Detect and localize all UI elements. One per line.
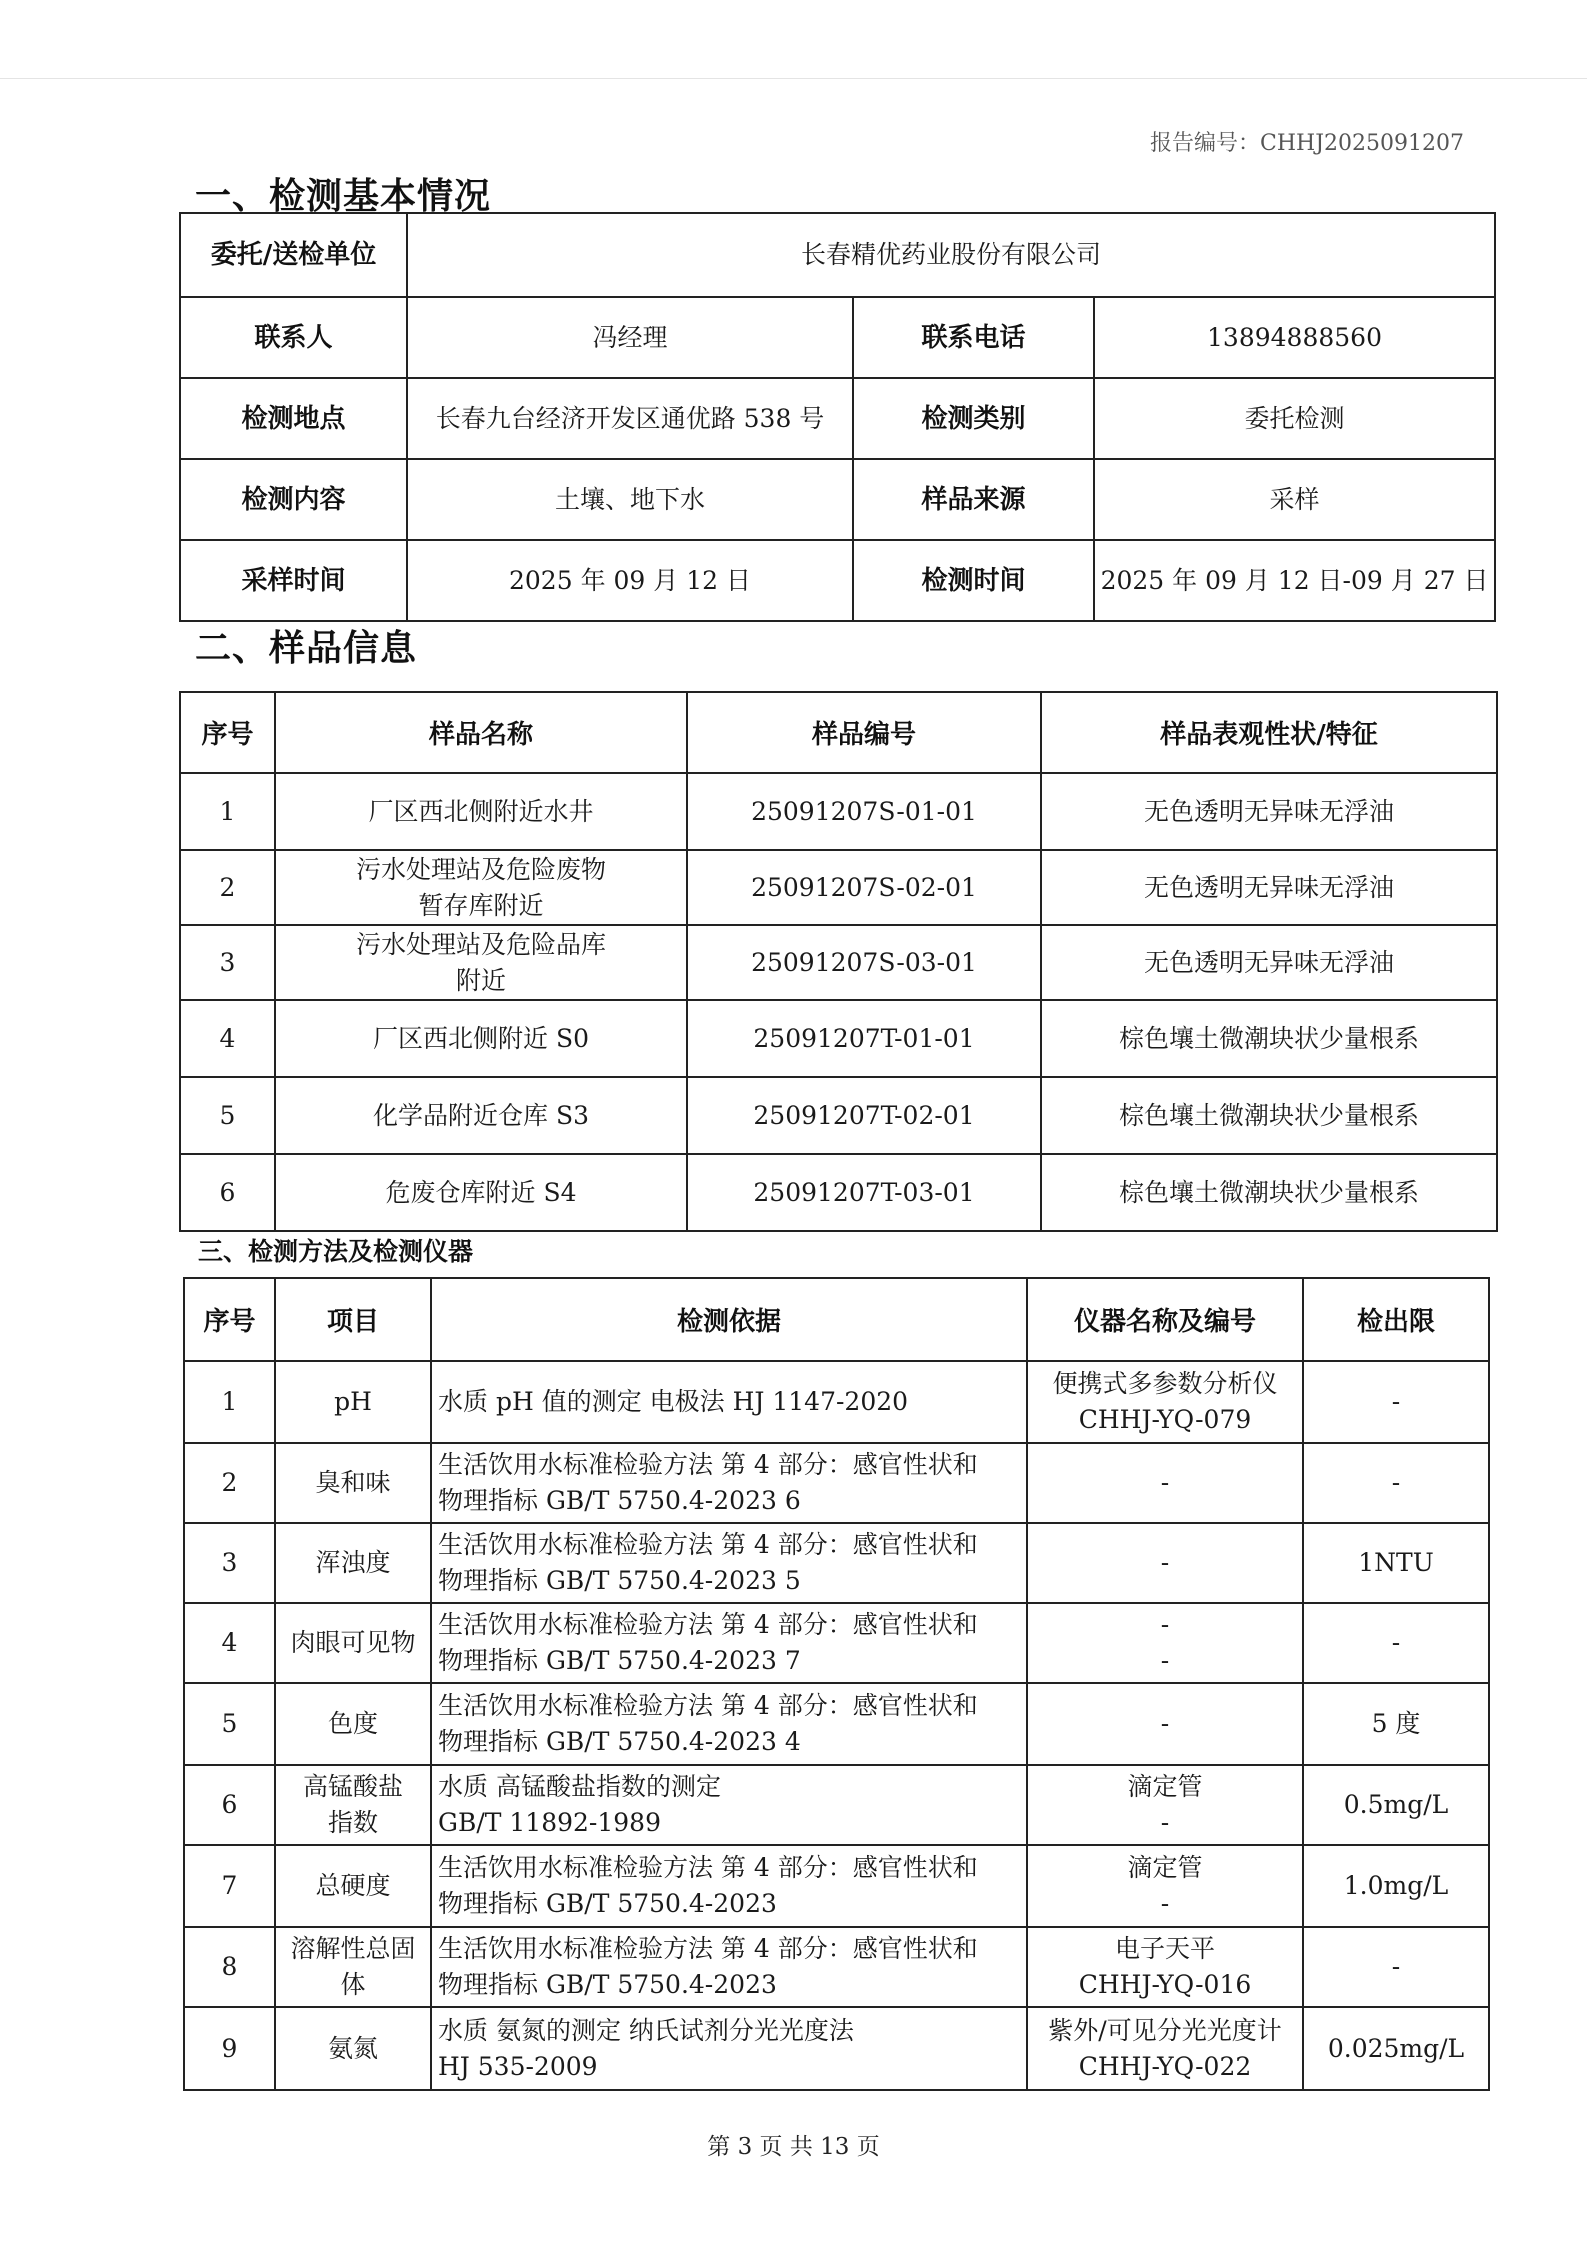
sample-name: 污水处理站及危险废物 暂存库附近 xyxy=(275,850,687,925)
method-instrument-table xyxy=(183,1277,1490,2091)
sample-no: 4 xyxy=(180,1000,275,1077)
method-item: 色度 xyxy=(275,1683,431,1765)
method-item: 浑浊度 xyxy=(275,1523,431,1603)
method-limit: - xyxy=(1303,1603,1489,1683)
sample-name: 危废仓库附近 S4 xyxy=(275,1154,687,1231)
method-no: 9 xyxy=(184,2007,275,2090)
method-basis: 生活饮用水标准检验方法 第 4 部分：感官性状和 物理指标 GB/T 5750.4-2023 5 xyxy=(431,1523,1027,1603)
method-item: 总硬度 xyxy=(275,1845,431,1927)
col-header-name: 样品名称 xyxy=(275,692,687,773)
sample-name: 污水处理站及危险品库 附近 xyxy=(275,925,687,1000)
location-value: 长春九台经济开发区通优路 538 号 xyxy=(407,378,853,459)
table-row xyxy=(180,1000,1497,1077)
contact-label: 联系人 xyxy=(180,297,407,378)
report-number: 报告编号：CHHJ2025091207 xyxy=(1150,131,1464,156)
table-row xyxy=(180,297,1495,378)
test-time-value: 2025 年 09 月 12 日-09 月 27 日 xyxy=(1094,540,1495,621)
sample-desc: 棕色壤土微潮块状少量根系 xyxy=(1041,1000,1497,1077)
table-row xyxy=(180,1154,1497,1231)
method-basis: 水质 高锰酸盐指数的测定 GB/T 11892-1989 xyxy=(431,1765,1027,1845)
method-instrument: - xyxy=(1027,1523,1303,1603)
client-label: 委托/送检单位 xyxy=(180,213,407,297)
method-basis: 生活饮用水标准检验方法 第 4 部分：感官性状和 物理指标 GB/T 5750.4-2023 7 xyxy=(431,1603,1027,1683)
location-label: 检测地点 xyxy=(180,378,407,459)
table-row xyxy=(180,850,1497,925)
sampling-time-label: 采样时间 xyxy=(180,540,407,621)
sample-no: 2 xyxy=(180,850,275,925)
table-row xyxy=(180,1077,1497,1154)
method-instrument: 电子天平 CHHJ-YQ-016 xyxy=(1027,1927,1303,2007)
source-label: 样品来源 xyxy=(853,459,1094,540)
sample-desc: 无色透明无异味无浮油 xyxy=(1041,850,1497,925)
table-row xyxy=(180,773,1497,850)
method-limit: - xyxy=(1303,1443,1489,1523)
section3-title: 三、检测方法及检测仪器 xyxy=(198,1237,474,1266)
sampling-time-value: 2025 年 09 月 12 日 xyxy=(407,540,853,621)
method-item: pH xyxy=(275,1361,431,1443)
sample-desc: 棕色壤土微潮块状少量根系 xyxy=(1041,1077,1497,1154)
phone-value: 13894888560 xyxy=(1094,297,1495,378)
method-item: 肉眼可见物 xyxy=(275,1603,431,1683)
table-header-row xyxy=(180,692,1497,773)
page-top-rule xyxy=(0,78,1587,79)
table-row xyxy=(180,213,1495,297)
method-item: 溶解性总固 体 xyxy=(275,1927,431,2007)
method-basis: 生活饮用水标准检验方法 第 4 部分：感官性状和 物理指标 GB/T 5750.4-2023 4 xyxy=(431,1683,1027,1765)
method-no: 8 xyxy=(184,1927,275,2007)
method-limit: 0.5mg/L xyxy=(1303,1765,1489,1845)
table-row xyxy=(180,378,1495,459)
sample-code: 25091207S-03-01 xyxy=(687,925,1041,1000)
content-label: 检测内容 xyxy=(180,459,407,540)
sample-code: 25091207S-01-01 xyxy=(687,773,1041,850)
method-instrument: - xyxy=(1027,1683,1303,1765)
method-limit: 1NTU xyxy=(1303,1523,1489,1603)
method-basis: 水质 氨氮的测定 纳氏试剂分光光度法 HJ 535-2009 xyxy=(431,2007,1027,2090)
table-row xyxy=(180,540,1495,621)
sample-code: 25091207S-02-01 xyxy=(687,850,1041,925)
col-header-no: 序号 xyxy=(180,692,275,773)
method-instrument: - - xyxy=(1027,1603,1303,1683)
table-row xyxy=(184,2007,1489,2090)
client-value: 长春精优药业股份有限公司 xyxy=(407,213,1495,297)
table-row xyxy=(184,1683,1489,1765)
source-value: 采样 xyxy=(1094,459,1495,540)
method-no: 5 xyxy=(184,1683,275,1765)
method-no: 4 xyxy=(184,1603,275,1683)
method-basis: 生活饮用水标准检验方法 第 4 部分：感官性状和 物理指标 GB/T 5750.4-2023 xyxy=(431,1845,1027,1927)
sample-code: 25091207T-03-01 xyxy=(687,1154,1041,1231)
method-limit: - xyxy=(1303,1361,1489,1443)
method-no: 1 xyxy=(184,1361,275,1443)
col-header-item: 项目 xyxy=(275,1278,431,1361)
sample-code: 25091207T-01-01 xyxy=(687,1000,1041,1077)
category-label: 检测类别 xyxy=(853,378,1094,459)
col-header-basis: 检测依据 xyxy=(431,1278,1027,1361)
sample-name: 厂区西北侧附近水井 xyxy=(275,773,687,850)
table-row xyxy=(180,459,1495,540)
sample-code: 25091207T-02-01 xyxy=(687,1077,1041,1154)
method-instrument: 紫外/可见分光光度计 CHHJ-YQ-022 xyxy=(1027,2007,1303,2090)
table-row xyxy=(184,1845,1489,1927)
sample-desc: 无色透明无异味无浮油 xyxy=(1041,773,1497,850)
col-header-instrument: 仪器名称及编号 xyxy=(1027,1278,1303,1361)
section2-title: 二、样品信息 xyxy=(195,628,418,669)
method-limit: 5 度 xyxy=(1303,1683,1489,1765)
table-row xyxy=(184,1603,1489,1683)
table-row xyxy=(184,1765,1489,1845)
method-item: 氨氮 xyxy=(275,2007,431,2090)
table-row xyxy=(184,1443,1489,1523)
table-row xyxy=(184,1927,1489,2007)
sample-no: 5 xyxy=(180,1077,275,1154)
method-basis: 生活饮用水标准检验方法 第 4 部分：感官性状和 物理指标 GB/T 5750.4-2023 6 xyxy=(431,1443,1027,1523)
col-header-no: 序号 xyxy=(184,1278,275,1361)
table-row xyxy=(184,1523,1489,1603)
content-value: 土壤、地下水 xyxy=(407,459,853,540)
sample-no: 6 xyxy=(180,1154,275,1231)
method-no: 2 xyxy=(184,1443,275,1523)
method-instrument: 滴定管 - xyxy=(1027,1845,1303,1927)
test-time-label: 检测时间 xyxy=(853,540,1094,621)
method-limit: - xyxy=(1303,1927,1489,2007)
sample-no: 3 xyxy=(180,925,275,1000)
method-no: 3 xyxy=(184,1523,275,1603)
method-no: 6 xyxy=(184,1765,275,1845)
table-row xyxy=(180,925,1497,1000)
basic-info-table xyxy=(179,212,1496,622)
col-header-desc: 样品表观性状/特征 xyxy=(1041,692,1497,773)
table-row xyxy=(184,1361,1489,1443)
col-header-limit: 检出限 xyxy=(1303,1278,1489,1361)
section1-title: 一、检测基本情况 xyxy=(195,176,492,217)
method-instrument: 滴定管 - xyxy=(1027,1765,1303,1845)
method-basis: 水质 pH 值的测定 电极法 HJ 1147-2020 xyxy=(431,1361,1027,1443)
sample-desc: 棕色壤土微潮块状少量根系 xyxy=(1041,1154,1497,1231)
method-limit: 1.0mg/L xyxy=(1303,1845,1489,1927)
sample-name: 化学品附近仓库 S3 xyxy=(275,1077,687,1154)
method-instrument: 便携式多参数分析仪 CHHJ-YQ-079 xyxy=(1027,1361,1303,1443)
phone-label: 联系电话 xyxy=(853,297,1094,378)
category-value: 委托检测 xyxy=(1094,378,1495,459)
method-instrument: - xyxy=(1027,1443,1303,1523)
sample-name: 厂区西北侧附近 S0 xyxy=(275,1000,687,1077)
method-item: 臭和味 xyxy=(275,1443,431,1523)
sample-desc: 无色透明无异味无浮油 xyxy=(1041,925,1497,1000)
col-header-code: 样品编号 xyxy=(687,692,1041,773)
method-no: 7 xyxy=(184,1845,275,1927)
table-header-row xyxy=(184,1278,1489,1361)
sample-info-table xyxy=(179,691,1498,1232)
sample-no: 1 xyxy=(180,773,275,850)
method-limit: 0.025mg/L xyxy=(1303,2007,1489,2090)
method-basis: 生活饮用水标准检验方法 第 4 部分：感官性状和 物理指标 GB/T 5750.4-2023 xyxy=(431,1927,1027,2007)
page-number: 第 3 页 共 13 页 xyxy=(707,2134,880,2160)
contact-value: 冯经理 xyxy=(407,297,853,378)
method-item: 高锰酸盐 指数 xyxy=(275,1765,431,1845)
